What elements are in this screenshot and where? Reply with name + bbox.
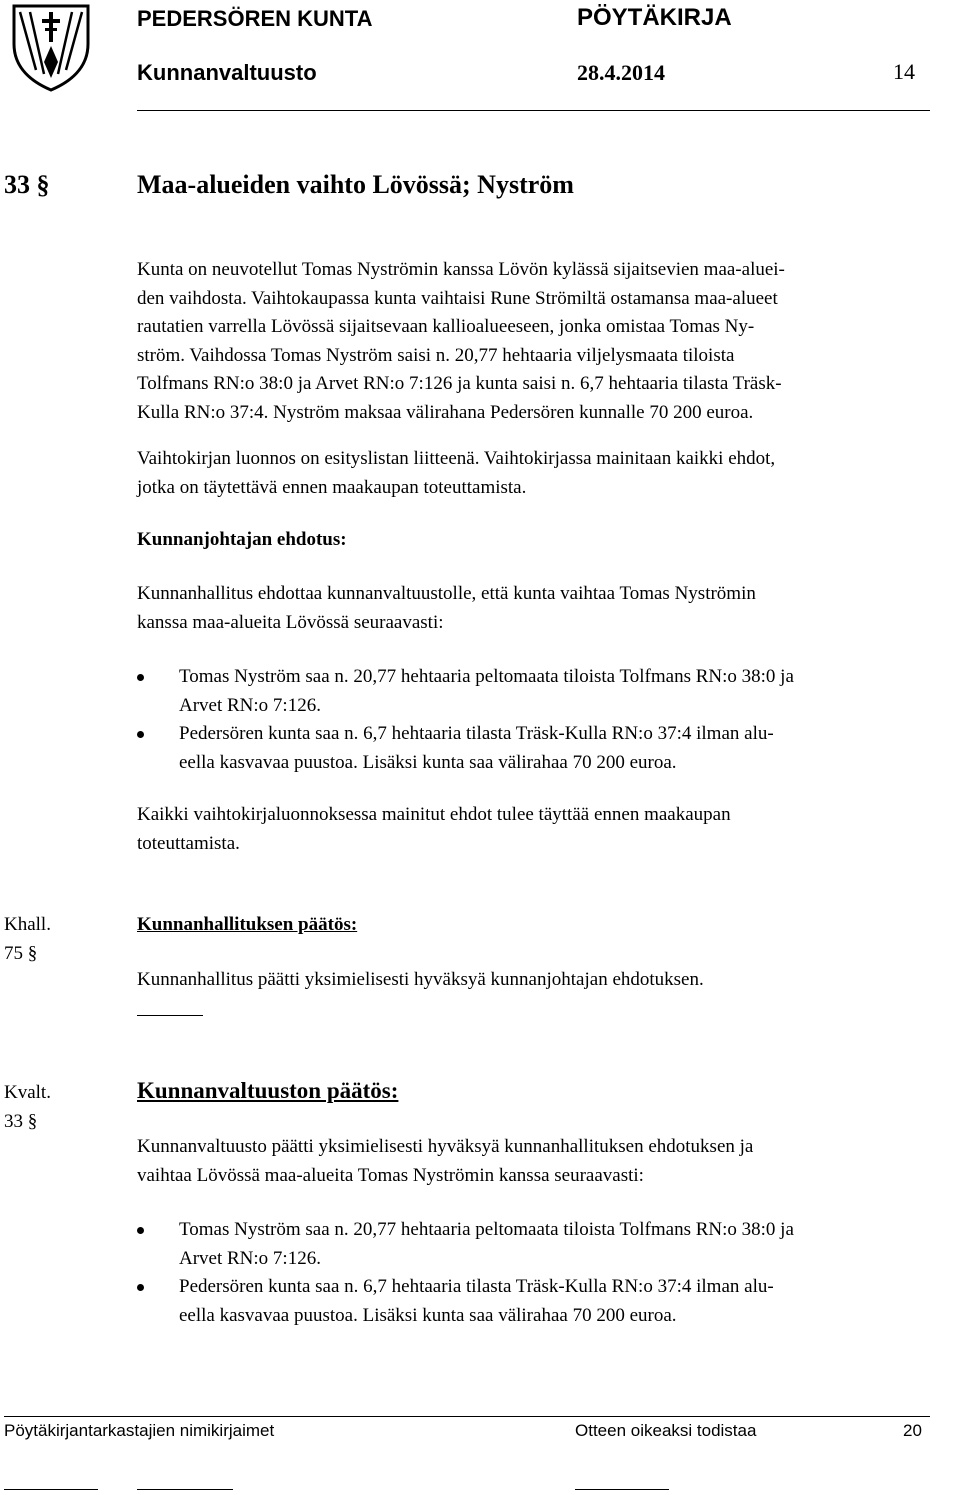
board-decision-label: [4, 911, 51, 968]
proposal-bullet-list: [137, 663, 937, 777]
list-item: [137, 1273, 937, 1330]
footer-divider: [4, 1416, 930, 1417]
council-label-line: 33 §: [4, 1110, 38, 1132]
bullet-icon: [137, 731, 144, 738]
bullet-text-line: eella kasvavaa puustoa. Lisäksi kunta saa välirahaa 70 200 euroa.: [179, 1304, 677, 1326]
bullet-text-line: Arvet RN:o 7:126.: [179, 694, 321, 716]
council-decision-paragraph: [137, 1133, 937, 1190]
bullet-text-line: eella kasvavaa puustoa. Lisäksi kunta saa välirahaa 70 200 euroa.: [179, 751, 677, 773]
council-decision-heading: Kunnanvaltuuston päätös:: [137, 1078, 399, 1103]
proposal-line: kanssa maa-alueita Lövössä seuraavasti:: [137, 611, 444, 633]
council-label-line: Kvalt.: [4, 1082, 51, 1103]
closing-line: toteuttamista.: [137, 832, 240, 854]
bullet-text-line: Tomas Nyström saa n. 20,77 hehtaaria peltomaata tiloista Tolfmans RN:o 38:0 ja: [179, 666, 794, 687]
bullet-icon: [137, 1227, 144, 1234]
header-divider: [137, 110, 930, 111]
proposal-paragraph: [137, 580, 937, 637]
header-body: Kunnanvaltuusto: [137, 60, 317, 85]
intro-line: Kulla RN:o 37:4. Nyström maksaa välirahana Pedersören kunnalle 70 200 euroa.: [137, 401, 754, 423]
intro-line: Tolfmans RN:o 38:0 ja Arvet RN:o 7:126 ja kunta saisi n. 6,7 hehtaaria tilasta Träsk-: [137, 373, 782, 394]
board-decision-text: Kunnanhallitus päätti yksimielisesti hyväksyä kunnanjohtajan ehdotuksen.: [137, 969, 704, 990]
bullet-icon: [137, 1284, 144, 1291]
list-item: [137, 720, 937, 777]
council-bullet-list: [137, 1216, 937, 1330]
council-decision-label: [4, 1079, 51, 1136]
bullet-text-line: Pedersören kunta saa n. 6,7 hehtaaria tilasta Träsk-Kulla RN:o 37:4 ilman alu-: [179, 723, 774, 744]
header-date: 28.4.2014: [577, 60, 665, 85]
intro-line: rautatien varrella Lövössä sijaitsevaan kallioalueeseen, jonka omistaa Tomas Ny-: [137, 316, 755, 337]
intro-line: den vaihdosta. Vaihtokaupassa kunta vaihtaisi Rune Strömiltä ostamansa maa-alueet: [137, 287, 778, 309]
bullet-text-line: Arvet RN:o 7:126.: [179, 1247, 321, 1269]
list-item: [137, 663, 937, 720]
proposal-closing: [137, 801, 937, 858]
council-line: Kunnanvaltuusto päätti yksimielisesti hyväksyä kunnanhallituksen ehdotuksen ja: [137, 1136, 754, 1157]
section-title: Maa-alueiden vaihto Lövössä; Nyström: [137, 170, 574, 199]
bullet-text-line: Tomas Nyström saa n. 20,77 hehtaaria peltomaata tiloista Tolfmans RN:o 38:0 ja: [179, 1219, 794, 1240]
board-label-line: 75 §: [4, 942, 38, 964]
decision-end-rule: [137, 1015, 203, 1016]
board-label-line: Khall.: [4, 914, 51, 935]
footer-certification-label: Otteen oikeaksi todistaa: [575, 1421, 757, 1440]
proposal-line: Kunnanhallitus ehdottaa kunnanvaltuustolle, että kunta vaihtaa Tomas Nyströmin: [137, 583, 756, 604]
council-line: vaihtaa Lövössä maa-alueita Tomas Nyströmin kanssa seuraavasti:: [137, 1164, 644, 1186]
footer-initials-label: Pöytäkirjantarkastajien nimikirjaimet: [4, 1421, 275, 1440]
attachment-line: jotka on täytettävä ennen maakaupan toteuttamista.: [137, 476, 527, 498]
attachment-line: Vaihtokirjan luonnos on esityslistan liitteenä. Vaihtokirjassa mainitaan kaikki ehdot,: [137, 448, 776, 469]
header-page-number: 14: [893, 59, 915, 84]
header-organization: PEDERSÖREN KUNTA: [137, 6, 373, 31]
intro-line: ström. Vaihdossa Tomas Nyström saisi n. 20,77 hehtaaria viljelysmaata tiloista: [137, 344, 735, 366]
list-item: [137, 1216, 937, 1273]
signature-line: [4, 1489, 98, 1490]
board-decision-heading: Kunnanhallituksen päätös:: [137, 914, 358, 935]
bullet-text-line: Pedersören kunta saa n. 6,7 hehtaaria tilasta Träsk-Kulla RN:o 37:4 ilman alu-: [179, 1276, 774, 1297]
signature-line: [137, 1489, 233, 1490]
municipal-coat-of-arms-icon: [6, 2, 96, 92]
section-number: 33 §: [4, 170, 50, 199]
header-document-type: PÖYTÄKIRJA: [577, 4, 732, 31]
intro-paragraph: [137, 256, 937, 427]
proposal-heading: Kunnanjohtajan ehdotus:: [137, 529, 347, 550]
signature-line: [575, 1489, 669, 1490]
intro-line: Kunta on neuvotellut Tomas Nyströmin kanssa Lövön kylässä sijaitsevien maa-aluei-: [137, 259, 785, 280]
bullet-icon: [137, 674, 144, 681]
closing-line: Kaikki vaihtokirjaluonnoksessa mainitut ehdot tulee täyttää ennen maakaupan: [137, 804, 731, 825]
attachment-paragraph: [137, 445, 937, 502]
footer-page-number: 20: [903, 1421, 922, 1440]
